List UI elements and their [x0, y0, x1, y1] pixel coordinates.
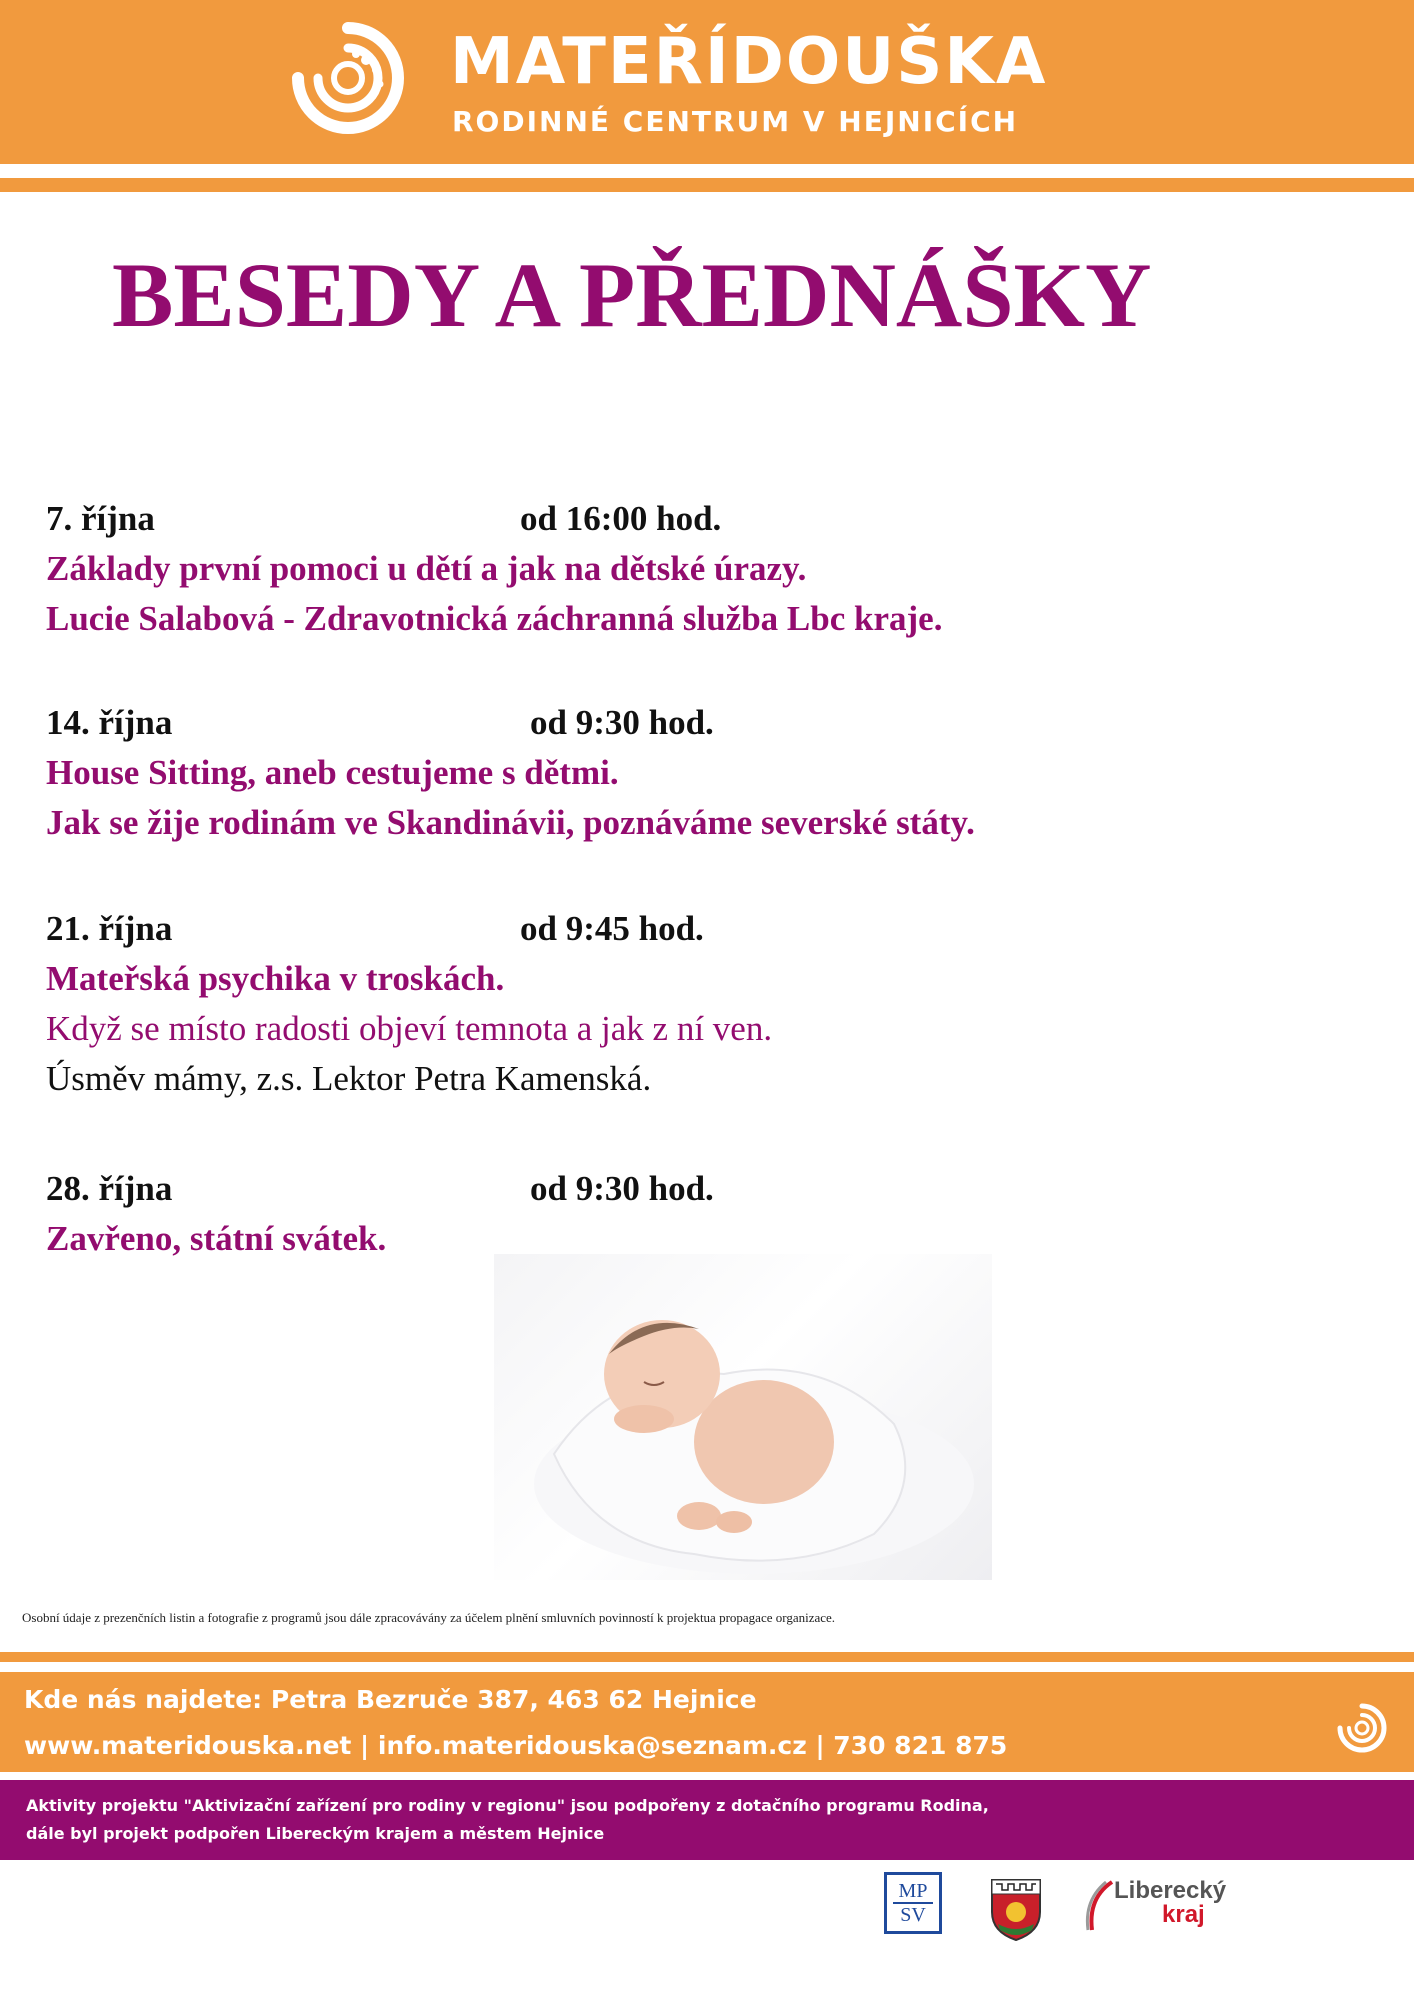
materidouska-logo-icon [278, 8, 418, 148]
mpsv-logo [884, 1872, 946, 1942]
materidouska-small-logo-icon [1332, 1698, 1392, 1758]
event-date: 21. října [46, 909, 173, 948]
liberecky-text: Liberecký [1114, 1877, 1227, 1904]
header-divider [0, 178, 1414, 192]
liberecky-kraj-logo [1082, 1872, 1232, 1942]
support-line-2: dále byl projekt podpořen Libereckým krajem a městem Hejnice [26, 1824, 605, 1843]
event-item [46, 1164, 1346, 1264]
event-date: 7. října [46, 499, 155, 538]
support-line-1: Aktivity projektu "Aktivizační zařízení pro rodiny v regionu" jsou podpořeny z dotačního programu Rodina, [26, 1796, 989, 1815]
event-time: od 9:30 hod. [530, 703, 714, 742]
event-topic: Základy první pomoci u dětí a jak na dětské úrazy. [46, 549, 807, 588]
event-description: Když se místo radosti objeví temnota a jak z ní ven. [46, 1009, 773, 1048]
event-item [46, 494, 1346, 644]
event-topic: House Sitting, aneb cestujeme s dětmi. [46, 753, 619, 792]
event-description: Jak se žije rodinám ve Skandinávii, poznáváme severské státy. [46, 803, 975, 842]
page-title: BESEDY A PŘEDNÁŠKY [112, 244, 1152, 346]
support-banner [0, 1780, 1414, 1860]
mpsv-bottom-text: SV [900, 1904, 926, 1926]
event-topic: Mateřská psychika v troskách. [46, 959, 505, 998]
event-date: 14. října [46, 703, 173, 742]
mpsv-top-text: MP [898, 1880, 928, 1902]
footer-divider [0, 1652, 1414, 1662]
liberecky-kraj-swoosh-icon [1082, 1878, 1116, 1934]
event-speaker: Úsměv mámy, z.s. Lektor Petra Kamenská. [46, 1059, 652, 1098]
event-speaker: Lucie Salabová - Zdravotnická záchranná služba Lbc kraje. [46, 599, 943, 638]
brand-name: MATEŘÍDOUŠKA [450, 25, 1048, 99]
event-date: 28. října [46, 1169, 173, 1208]
event-time: od 9:30 hod. [530, 1169, 714, 1208]
contact-footer [0, 1672, 1414, 1772]
event-item [46, 698, 1346, 848]
event-item [46, 904, 1346, 1104]
hejnice-coat-of-arms-icon [988, 1872, 1044, 1942]
event-time: od 9:45 hod. [520, 909, 704, 948]
brand-subtitle: RODINNÉ CENTRUM V HEJNICÍCH [452, 105, 1019, 138]
contact-text[interactable]: www.materidouska.net | info.materidouska@seznam.cz | 730 821 875 [24, 1731, 1008, 1760]
baby-photo [494, 1254, 992, 1580]
event-time: od 16:00 hod. [520, 499, 722, 538]
kraj-text: kraj [1162, 1901, 1205, 1928]
privacy-disclaimer: Osobní údaje z prezenčních listin a fotografie z programů jsou dále zpracovávány za účelem plnění smluvních povinností k projektua propagace organizace. [22, 1610, 836, 1625]
address-text: Kde nás najdete: Petra Bezruče 387, 463 62 Hejnice [24, 1685, 757, 1714]
baby-illustration [494, 1254, 992, 1580]
event-topic: Zavřeno, státní svátek. [46, 1219, 387, 1258]
header-banner [0, 0, 1414, 164]
